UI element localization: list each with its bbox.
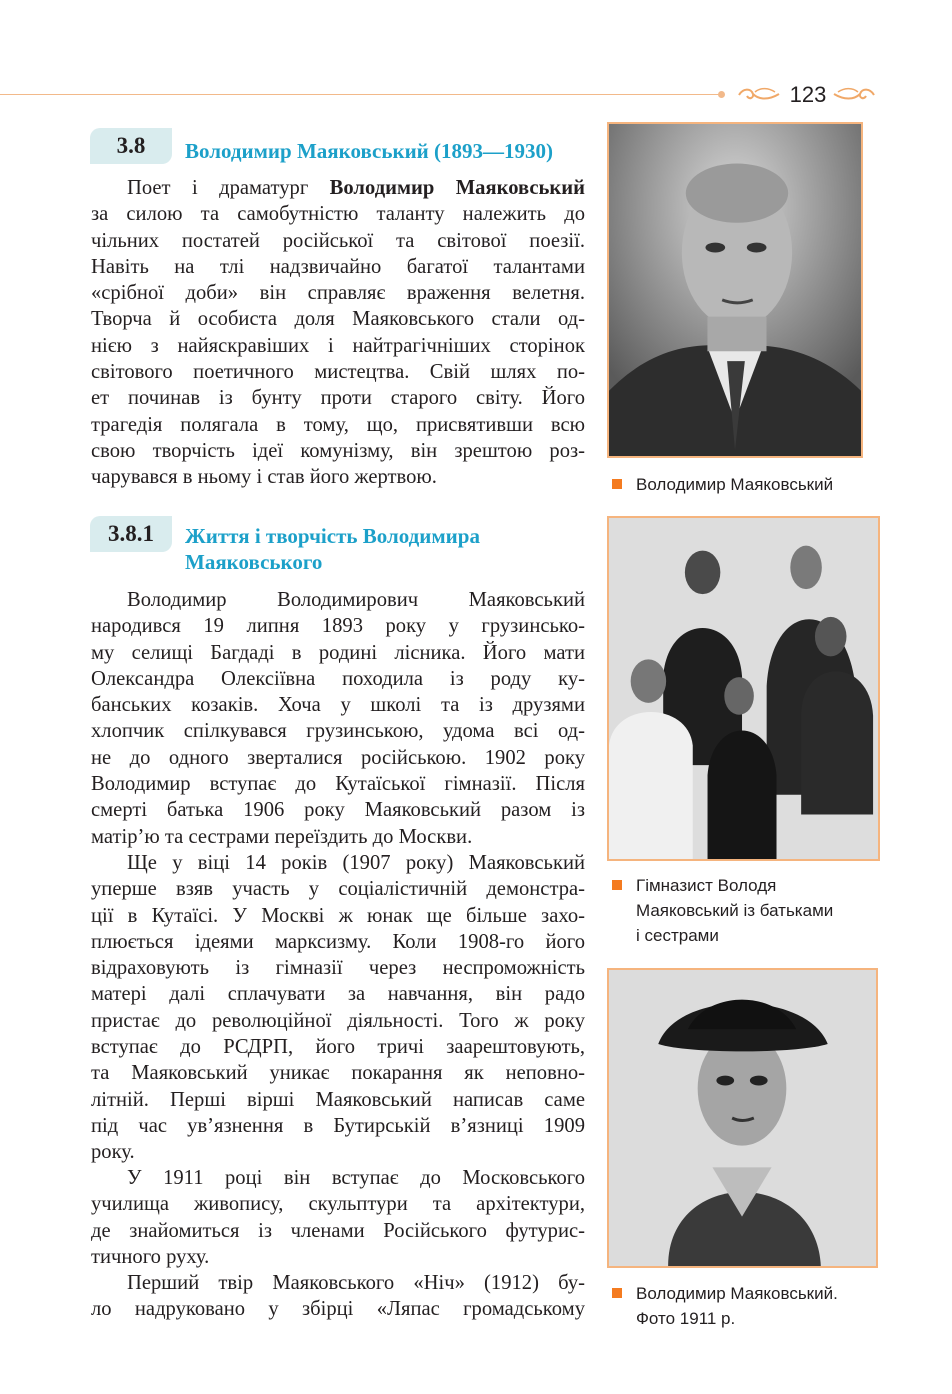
text-line: нією з найяскравіших і найтрагічніших сторінок	[91, 334, 585, 357]
subsection-title-line: Маяковського	[185, 550, 323, 574]
text-line: Володимир Володимирович Маяковський	[127, 589, 585, 611]
text-line: банських козаків. Хоча у школі та із друзями	[91, 694, 585, 717]
text-line: Навіть на тлі надзвичайно багатої талантами	[91, 255, 585, 278]
body-paragraph	[91, 850, 585, 1166]
text-line: матері далі сплачувати за навчання, він радо	[91, 983, 585, 1006]
text-line: світового поетичного мистецтва. Свій шлях по-	[91, 361, 585, 384]
subsection-title	[185, 523, 480, 575]
text-line: під час ув’язнення в Бутирській в’язниці 1909	[91, 1114, 585, 1137]
text-line: плюється ідеями марксизму. Коли 1908-го його	[91, 930, 585, 953]
text-line: хлопчик спілкувався грузинською, удома всі од-	[91, 720, 585, 743]
photo-caption	[612, 1281, 838, 1331]
caption-line: Фото 1911 р.	[636, 1309, 736, 1328]
text-line: де знайомиться із членами Російського футурис-	[91, 1219, 585, 1242]
text-line: та Маяковський уникає покарання як неповно-	[91, 1062, 585, 1085]
text-line: «срібної доби» він справляє враження велетня.	[91, 282, 585, 305]
text-line: Ще у віці 14 років (1907 року) Маяковський	[127, 852, 585, 874]
text-line: У 1911 році він вступає до Московського	[127, 1167, 585, 1189]
subsection-number-badge: 3.8.1	[90, 516, 172, 552]
text-line: літній. Перші вірші Маяковський написав саме	[91, 1088, 585, 1111]
portrait-1911-photo-image	[609, 970, 876, 1266]
header-rule	[0, 94, 722, 95]
caption-line: Маяковський із батьками	[636, 901, 834, 920]
text-line	[91, 175, 585, 201]
text-line: му селищі Багдаді в родині лісника. Його мати	[91, 641, 585, 664]
caption-line: Володимир Маяковський.	[636, 1284, 838, 1303]
text-line: ет починав із бунту проти старого світу. Його	[91, 387, 585, 410]
text-line: училища живопису, скульптури та архітектури,	[91, 1193, 585, 1216]
caption-bullet-icon	[612, 479, 622, 489]
caption-line: Володимир Маяковський	[636, 475, 834, 494]
text-line: відраховують із гімназії через неспроможність	[91, 957, 585, 980]
portrait-photo-image	[609, 124, 861, 456]
text-line: пристає до революційної діяльності. Того ж року	[91, 1009, 585, 1032]
body-paragraph	[91, 1270, 585, 1323]
ornament-left-icon	[735, 84, 781, 106]
text-line: чарувався в ньому і став його жертвою.	[91, 466, 437, 489]
ornament-right-icon	[832, 84, 878, 106]
text-line: ції в Кутаїсі. У Москві ж юнак ще більше захо-	[91, 904, 585, 927]
text-line: не до одного зверталися російською. 1902 року	[91, 746, 585, 769]
portrait-1911-photo	[607, 968, 878, 1268]
text-line: Творча й особиста доля Маяковського стали од-	[91, 308, 585, 331]
text-line: за силою та самобутністю таланту належить до	[91, 203, 585, 226]
text-line: ло надруковано у збірці «Ляпас громадському	[91, 1298, 585, 1321]
text-run: Поет і драматург	[127, 177, 330, 199]
header-rule-dot	[718, 91, 725, 98]
text-line: трагедія полягала в тому, що, присвятивши всю	[91, 413, 585, 436]
text-line: Олександра Олексіївна походила із роду ку-	[91, 667, 585, 690]
family-photo	[607, 516, 880, 861]
section-number-badge: 3.8	[90, 128, 172, 164]
caption-line: Гімназист Володя	[636, 876, 777, 895]
text-line: Володимир вступає до Кутаїської гімназії. Після	[91, 773, 585, 796]
text-line: Перший твір Маяковського «Ніч» (1912) бу-	[127, 1272, 585, 1294]
photo-caption	[612, 873, 833, 948]
page-number: 123	[789, 82, 827, 107]
photo-caption	[612, 472, 833, 497]
text-line: року.	[91, 1141, 135, 1164]
text-line: вступає до РСДРП, його тричі заарештовують,	[91, 1036, 585, 1059]
text-line: матір’ю та сестрами переїздить до Москви.	[91, 825, 473, 848]
subsection-title-line: Життя і творчість Володимира	[185, 524, 480, 548]
text-line: народився 19 липня 1893 року у грузинсько-	[91, 615, 585, 638]
text-line: тичного руху.	[91, 1245, 210, 1268]
caption-bullet-icon	[612, 1288, 622, 1298]
family-photo-image	[609, 518, 878, 859]
text-line: уперше взяв участь у соціалістичній демонстра-	[91, 878, 585, 901]
body-paragraph	[91, 587, 585, 850]
text-line: смерті батька 1906 року Маяковський разом із	[91, 799, 585, 822]
section-paragraph	[91, 175, 585, 491]
text-line: свою творчість ідеї комунізму, він зрештою роз-	[91, 439, 585, 462]
body-paragraph	[91, 1165, 585, 1270]
portrait-photo	[607, 122, 863, 458]
caption-line: і сестрами	[636, 926, 719, 945]
text-line: чільних постатей російської та світової поезії.	[91, 229, 585, 252]
caption-bullet-icon	[612, 880, 622, 890]
author-name-bold: Володимир Маяковський	[329, 177, 585, 199]
section-title: Володимир Маяковський (1893—1930)	[185, 139, 554, 163]
